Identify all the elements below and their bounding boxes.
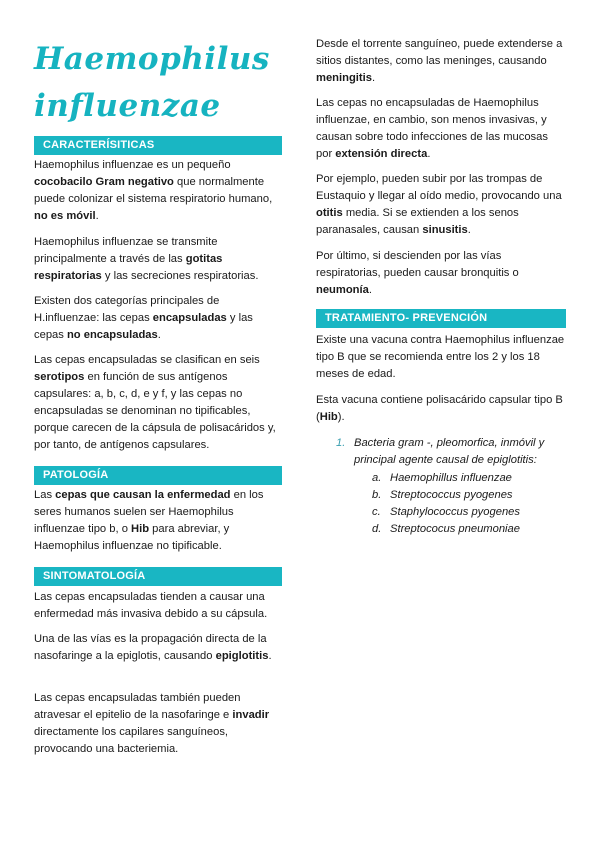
paragraph: Las cepas encapsuladas también pueden atravesar el epitelio de la nasofaringe e invadir directamente los capilares sanguíneos, provocando una bacteriemia.: [34, 692, 270, 755]
option-letter: c.: [372, 506, 381, 518]
answer-option: [372, 504, 520, 521]
option-text: Staphylococcus pyogenes: [390, 506, 520, 518]
paragraph: Las cepas que causan la enfermedad en los seres humanos suelen ser Haemophilus influenzae tipo b, o Hib para abreviar, y Haemophilus influenzae no tipificable.: [34, 489, 264, 552]
paragraph: Las cepas encapsuladas tienden a causar una enfermedad más invasiva debido a su cápsula.: [34, 591, 268, 620]
paragraph: Haemophilus influenzae se transmite principalmente a través de las gotitas respiratorias y las secreciones respiratorias.: [34, 236, 259, 282]
paragraph: Esta vacuna contiene polisacárido capsular tipo B (Hib).: [316, 394, 563, 423]
option-text: Streptococcus pyogenes: [390, 489, 513, 501]
answer-option: [372, 470, 512, 487]
paragraph: Existe una vacuna contra Haemophilus influenzae tipo B que se recomienda entre los 2 y los 18 meses de edad.: [316, 334, 565, 380]
title-line-1: Haemophilus: [34, 41, 270, 77]
paragraph: Una de las vías es la propagación directa de la nasofaringe a la epiglotis, causando epiglotitis.: [34, 633, 272, 662]
section-header-sintomatologia: SINTOMATOLOGÍA: [34, 567, 282, 586]
paragraph: Por ejemplo, pueden subir por las trompas de Eustaquio y llegar al oído medio, provocando una otitis media. Si se extienden a los senos paranasales, causan sinusitis.: [316, 173, 562, 236]
question-list: [316, 435, 566, 545]
section-header-tratamiento: TRATAMIENTO- PREVENCIÓN: [316, 309, 566, 328]
paragraph: Por último, si descienden por las vías respiratorias, pueden causar bronquitis o neumonía.: [316, 250, 519, 296]
paragraph: Las cepas no encapsuladas de Haemophilus influenzae, en cambio, son menos invasivas, y causan sobre todo infecciones de las mucosas por extensión directa.: [316, 97, 548, 160]
title-line-2: influenzae: [34, 88, 221, 124]
answer-option: [372, 521, 520, 538]
right-column: [316, 0, 566, 848]
section-header-patologia: PATOLOGÍA: [34, 466, 282, 485]
section-sintomatologia: [34, 567, 282, 586]
question-number: 1.: [336, 437, 346, 449]
section-header-caracteristicas: CARACTERÍSITICAS: [34, 136, 282, 155]
paragraph: Las cepas encapsuladas se clasifican en seis serotipos en función de sus antígenos capsulares: a, b, c, d, e y f, y las cepas no encapsuladas se denominan no tipificables, porque carecen de la cápsula de polisacáridos y, por tanto, de antígenos capsulares.: [34, 354, 276, 451]
left-column: [34, 0, 282, 848]
paragraph: Desde el torrente sanguíneo, puede extenderse a sitios distantes, como las meninges, causando meningitis.: [316, 38, 563, 84]
option-letter: b.: [372, 489, 382, 501]
paragraph: Haemophilus influenzae es un pequeño cocobacilo Gram negativo que normalmente puede colonizar el sistema respiratorio humano, no es móvil.: [34, 159, 273, 222]
section-caracteristicas: [34, 136, 282, 155]
question-text: Bacteria gram -, pleomorfica, inmóvil y principal agente causal de epiglotitis:: [354, 437, 545, 466]
option-letter: d.: [372, 523, 382, 535]
answer-option: [372, 487, 513, 504]
section-patologia: [34, 466, 282, 485]
page-title: [34, 36, 270, 130]
option-text: Haemophillus influenzae: [390, 472, 512, 484]
option-text: Streptococus pneumoniae: [390, 523, 520, 535]
paragraph: Existen dos categorías principales de H.influenzae: las cepas encapsuladas y las cepas no encapsuladas.: [34, 295, 253, 341]
option-letter: a.: [372, 472, 382, 484]
section-tratamiento: [316, 309, 566, 328]
